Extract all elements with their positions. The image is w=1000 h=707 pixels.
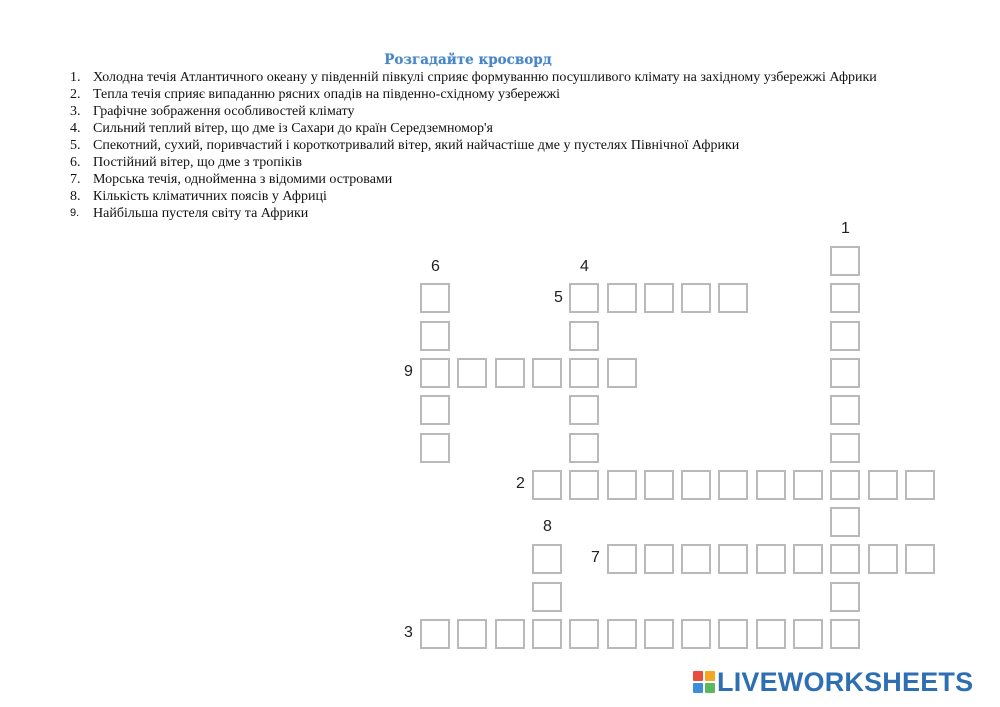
crossword-cell[interactable] — [830, 321, 860, 351]
crossword-cell[interactable] — [793, 544, 823, 574]
crossword-cell[interactable] — [420, 395, 450, 425]
clue-list — [70, 69, 950, 222]
clue-number: 9. — [70, 207, 80, 219]
crossword-cell[interactable] — [830, 283, 860, 313]
grid-number-9: 9 — [404, 363, 413, 380]
grid-number-8: 8 — [543, 518, 552, 535]
crossword-cell[interactable] — [420, 321, 450, 351]
clue-text: Кількість кліматичних поясів у Африці — [93, 189, 327, 204]
crossword-cell[interactable] — [420, 619, 450, 649]
clue-item — [70, 188, 950, 205]
crossword-cell[interactable] — [756, 470, 786, 500]
crossword-cell[interactable] — [569, 395, 599, 425]
crossword-cell[interactable] — [681, 283, 711, 313]
clue-text: Постійний вітер, що дме з тропіків — [93, 155, 302, 170]
grid-number-4: 4 — [580, 258, 589, 275]
clue-number: 6. — [70, 155, 81, 170]
crossword-cell[interactable] — [532, 544, 562, 574]
crossword-cell[interactable] — [644, 544, 674, 574]
crossword-cell[interactable] — [756, 544, 786, 574]
crossword-cell[interactable] — [681, 619, 711, 649]
crossword-cell[interactable] — [905, 544, 935, 574]
crossword-cell[interactable] — [681, 470, 711, 500]
crossword-cell[interactable] — [569, 283, 599, 313]
crossword-cell[interactable] — [457, 358, 487, 388]
crossword-cell[interactable] — [495, 619, 525, 649]
clue-item — [70, 86, 950, 103]
grid-number-6: 6 — [431, 258, 440, 275]
crossword-cell[interactable] — [718, 544, 748, 574]
crossword-cell[interactable] — [718, 470, 748, 500]
clue-text: Морська течія, однойменна з відомими островами — [93, 172, 393, 187]
crossword-cell[interactable] — [607, 544, 637, 574]
crossword-cell[interactable] — [644, 619, 674, 649]
crossword-cell[interactable] — [793, 470, 823, 500]
clue-number: 4. — [70, 121, 81, 136]
crossword-cell[interactable] — [607, 470, 637, 500]
crossword-cell[interactable] — [905, 470, 935, 500]
clue-number: 7. — [70, 172, 81, 187]
clue-item — [70, 69, 950, 86]
clue-text: Тепла течія сприяє випаданню рясних опадів на південно-східному узбережжі — [93, 87, 561, 102]
clue-number: 5. — [70, 138, 81, 153]
crossword-cell[interactable] — [569, 358, 599, 388]
clue-item — [70, 154, 950, 171]
clue-item — [70, 171, 950, 188]
crossword-cell[interactable] — [532, 358, 562, 388]
clue-item — [70, 205, 950, 222]
crossword-cell[interactable] — [830, 470, 860, 500]
worksheet-title: Розгадайте кросворд — [384, 52, 552, 68]
crossword-cell[interactable] — [644, 470, 674, 500]
grid-number-2: 2 — [516, 475, 525, 492]
clue-number: 2. — [70, 87, 81, 102]
crossword-cell[interactable] — [569, 470, 599, 500]
clue-item — [70, 137, 950, 154]
grid-number-3: 3 — [404, 624, 413, 641]
clue-number: 8. — [70, 189, 81, 204]
crossword-cell[interactable] — [868, 544, 898, 574]
crossword-cell[interactable] — [681, 544, 711, 574]
clue-text: Графічне зображення особливостей клімату — [93, 104, 355, 119]
crossword-cell[interactable] — [830, 544, 860, 574]
crossword-cell[interactable] — [457, 619, 487, 649]
crossword-cell[interactable] — [830, 507, 860, 537]
crossword-cell[interactable] — [868, 470, 898, 500]
crossword-cell[interactable] — [569, 619, 599, 649]
clue-number: 1. — [70, 70, 81, 85]
crossword-cell[interactable] — [532, 619, 562, 649]
grid-number-5: 5 — [554, 289, 563, 306]
crossword-cell[interactable] — [420, 283, 450, 313]
clue-number: 3. — [70, 104, 81, 119]
clue-text: Спекотний, сухий, поривчастий і короткотривалий вітер, який найчастіше дме у пустелях Північної Африки — [93, 138, 740, 153]
clue-text: Сильний теплий вітер, що дме із Сахари до країн Середземномор'я — [93, 121, 493, 136]
crossword-cell[interactable] — [532, 582, 562, 612]
clue-text: Найбільша пустеля світу та Африки — [93, 206, 309, 221]
clue-item — [70, 120, 950, 137]
liveworksheets-logo-icon — [693, 671, 715, 693]
crossword-cell[interactable] — [793, 619, 823, 649]
crossword-cell[interactable] — [607, 283, 637, 313]
crossword-cell[interactable] — [830, 619, 860, 649]
logo-text: LIVEWORKSHEETS — [717, 667, 974, 697]
crossword-cell[interactable] — [718, 619, 748, 649]
crossword-cell[interactable] — [607, 358, 637, 388]
grid-number-7: 7 — [591, 549, 600, 566]
crossword-cell[interactable] — [830, 395, 860, 425]
crossword-cell[interactable] — [830, 358, 860, 388]
crossword-cell[interactable] — [830, 582, 860, 612]
clue-text: Холодна течія Атлантичного океану у південній півкулі сприяє формуванню посушливого клімату на західному узбережжі Африки — [93, 70, 877, 85]
crossword-cell[interactable] — [718, 283, 748, 313]
crossword-cell[interactable] — [420, 433, 450, 463]
crossword-cell[interactable] — [607, 619, 637, 649]
crossword-cell[interactable] — [569, 433, 599, 463]
crossword-cell[interactable] — [569, 321, 599, 351]
crossword-cell[interactable] — [644, 283, 674, 313]
grid-number-1: 1 — [841, 220, 850, 237]
crossword-cell[interactable] — [830, 433, 860, 463]
crossword-cell[interactable] — [756, 619, 786, 649]
crossword-cell[interactable] — [420, 358, 450, 388]
crossword-cell[interactable] — [532, 470, 562, 500]
crossword-cell[interactable] — [830, 246, 860, 276]
crossword-cell[interactable] — [495, 358, 525, 388]
clue-item — [70, 103, 950, 120]
